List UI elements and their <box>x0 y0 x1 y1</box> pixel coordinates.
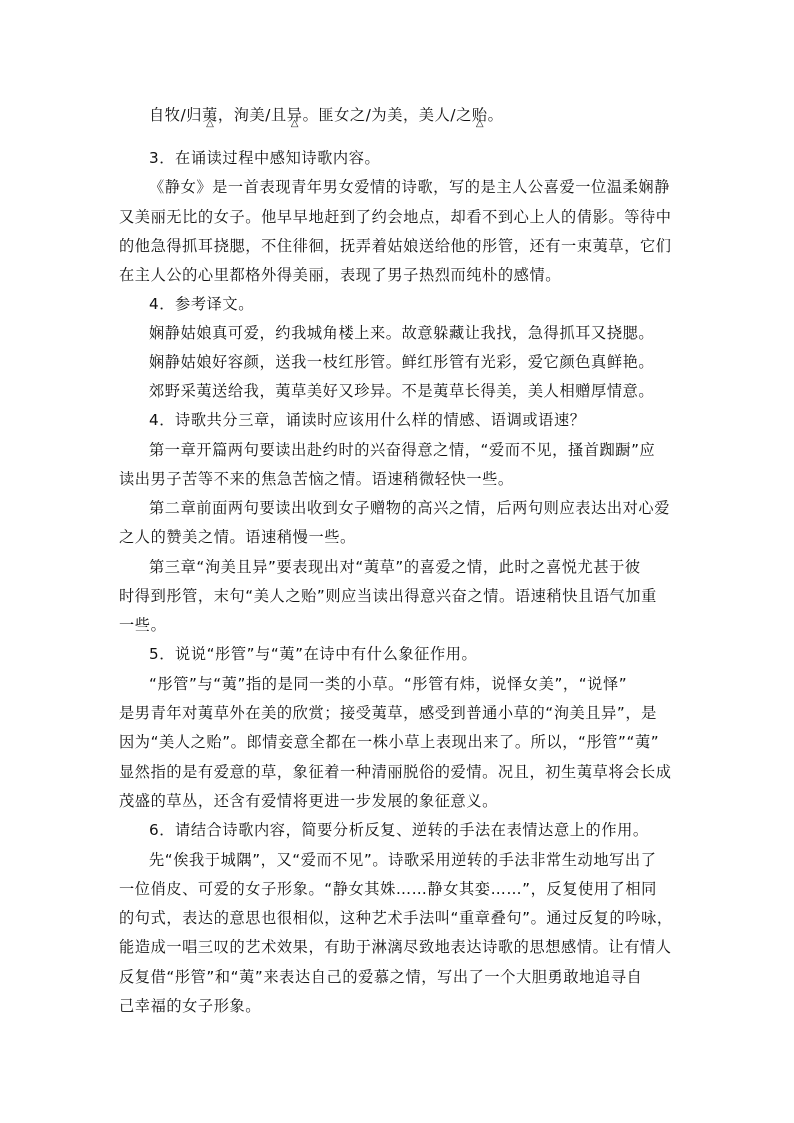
paragraph-line: 一些。 <box>119 616 167 634</box>
paragraph-line: 第一章开篇两句要读出赴约时的兴奋得意之情，“爱而不见，搔首踟蹰”应 <box>149 441 656 459</box>
paragraph-line: 能造成一唱三叹的艺术效果，有助于淋漓尽致地表达诗歌的思想感情。让有情人 <box>119 938 672 956</box>
question-heading-4: 4．诗歌共分三章，诵读时应该用什么样的情感、语调或语速？ <box>149 411 586 429</box>
paragraph-line: 因为“美人之贻”。郎情妾意全都在一株小草上表现出来了。所以，“彤管”“荑” <box>119 733 660 751</box>
paragraph-line: 显然指的是有爱意的草，象征着一种清丽脱俗的爱情。况且，初生荑草将会长成 <box>119 763 672 781</box>
paragraph-line: 一位俏皮、可爱的女子形象。“静女其姝……静女其娈……”，反复使用了相同 <box>119 880 657 898</box>
text-segment: 自牧/归 <box>149 106 203 124</box>
paragraph-line: 读出男子苦等不来的焦急苦恼之情。语速稍微轻快一些。 <box>119 470 514 488</box>
text-segment: ，洵美/且 <box>217 106 287 124</box>
paragraph-line: 时得到彤管，末句“美人之贻”则应当读出得意兴奋之情。语速稍快且语气加重 <box>119 587 657 605</box>
text-segment: 。匪女之/为美，美人/之 <box>302 106 472 124</box>
paragraph-line: 在主人公的心里都格外得美丽，表现了男子热烈而纯朴的感情。 <box>119 266 562 284</box>
paragraph-line: 反复借“彤管”和“荑”来表达自己的爱慕之情，写出了一个大胆勇敢地追寻自 <box>119 968 643 986</box>
paragraph-line: 是男青年对荑草外在美的欣赏；接受荑草，感受到普通小草的“洵美且异”，是 <box>119 704 657 722</box>
translation-line-annotated <box>149 105 679 125</box>
section-heading-3: 3．在诵读过程中感知诗歌内容。 <box>149 149 381 167</box>
paragraph-line: “彤管”与“荑”指的是同一类的小草。“彤管有炜，说怿女美”，“说怿” <box>149 675 628 693</box>
paragraph-line: 己幸福的女子形象。 <box>119 997 262 1015</box>
paragraph-line: 先“俟我于城隅”，又“爱而不见”。诗歌采用逆转的手法非常生动地写出了 <box>149 851 657 869</box>
paragraph-line: 的他急得抓耳挠腮，不住徘徊，抚弄着姑娘送给他的彤管，还有一束荑草，它们 <box>119 237 672 255</box>
paragraph-line: 《静女》是一首表现青年男女爱情的诗歌，写的是主人公喜爱一位温柔娴静 <box>149 178 670 196</box>
paragraph-line: 第三章“洵美且异”要表现出对“荑草”的喜爱之情，此时之喜悦尤甚于彼 <box>149 558 641 576</box>
translation-line: 娴静姑娘好容颜，送我一枝红彤管。鲜红彤管有光彩，爱它颜色真鲜艳。 <box>149 353 655 371</box>
text-segment: 。 <box>487 106 504 124</box>
paragraph-line: 之人的赞美之情。语速稍慢一些。 <box>119 528 356 546</box>
question-heading-6: 6．请结合诗歌内容，简要分析反复、逆转的手法在表情达意上的作用。 <box>149 821 649 839</box>
translation-line: 郊野采荑送给我，荑草美好又珍异。不是荑草长得美，美人相赠厚情意。 <box>149 382 655 400</box>
paragraph-line: 第二章前面两句要读出收到女子赠物的高兴之情，后两句则应表达出对心爱 <box>149 499 670 517</box>
section-heading-4: 4．参考译文。 <box>149 295 254 313</box>
translation-line: 娴静姑娘真可爱，约我城角楼上来。故意躲藏让我找，急得抓耳又挠腮。 <box>149 324 655 342</box>
emphasis-char: 贻 △ <box>472 105 488 125</box>
paragraph-line: 的句式，表达的意思也很相似，这种艺术手法叫“重章叠句”。通过反复的吟咏， <box>119 909 673 927</box>
question-heading-5: 5．说说“彤管”与“荑”在诗中有什么象征作用。 <box>149 645 478 663</box>
paragraph-line: 茂盛的草丛，还含有爱情将更进一步发展的象征意义。 <box>119 792 498 810</box>
emphasis-char: 荑 △ <box>202 105 218 125</box>
emphasis-char: 异 △ <box>287 105 303 125</box>
paragraph-line: 又美丽无比的女子。他早早地赶到了约会地点，却看不到心上人的倩影。等待中 <box>119 208 672 226</box>
